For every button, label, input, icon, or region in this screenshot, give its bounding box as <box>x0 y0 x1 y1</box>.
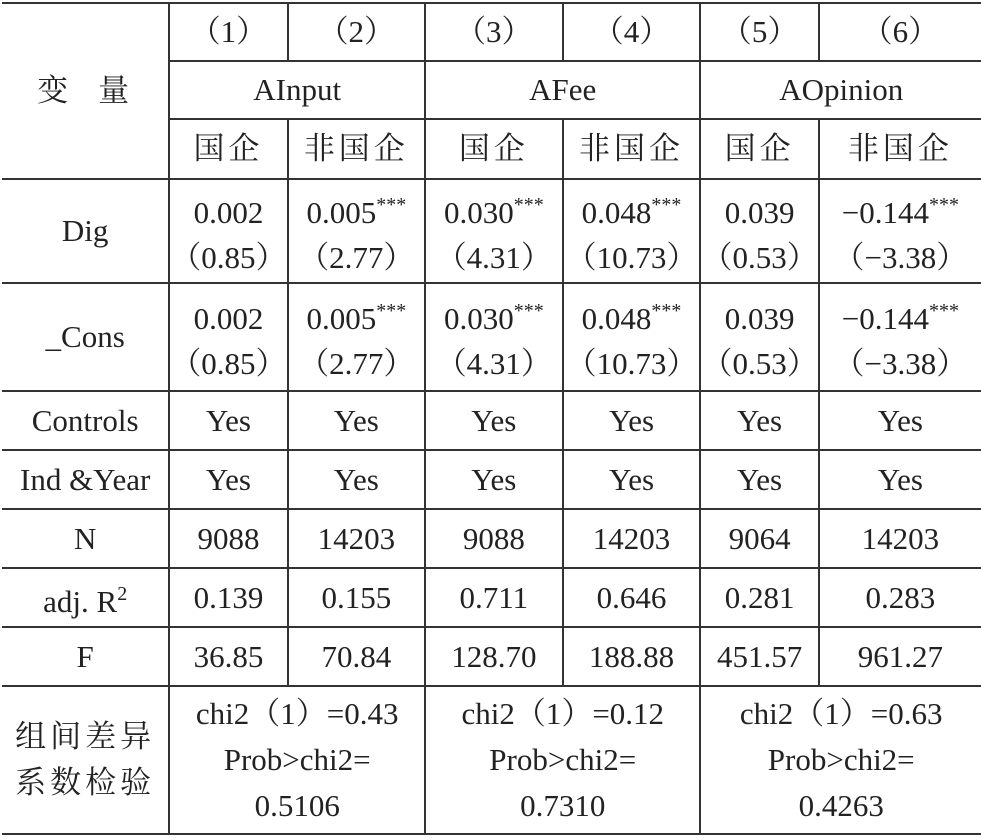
chi2-stat-aopinion: chi2（1）=0.63 <box>739 696 943 731</box>
difference-test-label-line-1: 组间差异 <box>15 719 156 755</box>
row-cons <box>2 283 981 391</box>
dig-cell-4 <box>563 179 701 283</box>
cons-t-6: （−3.38） <box>833 345 968 381</box>
col-number-5: （5） <box>700 3 818 61</box>
col-number-3: （3） <box>425 3 563 61</box>
controls-value-4: Yes <box>563 391 701 450</box>
row-label-n: N <box>2 509 169 568</box>
difference-test-afee <box>425 686 700 834</box>
adj-r2-label-superscript: 2 <box>117 582 128 605</box>
dig-cell-6 <box>819 179 981 283</box>
dig-coef-3: 0.030 <box>443 194 514 230</box>
dig-t-4: （10.73） <box>565 239 698 275</box>
cons-coef-4: 0.048 <box>581 300 652 336</box>
cons-stars-3: *** <box>513 299 544 322</box>
dig-coef-6: −0.144 <box>841 194 929 230</box>
cons-t-5: （0.53） <box>701 345 818 381</box>
col-number-2: （2） <box>288 3 426 61</box>
row-difference-test <box>2 686 981 834</box>
ownership-header-1: 国企 <box>169 119 287 179</box>
difference-test-label-line-2: 系数检验 <box>15 765 156 801</box>
ind-year-value-2: Yes <box>288 450 426 509</box>
ind-year-value-3: Yes <box>425 450 563 509</box>
n-value-1: 9088 <box>169 509 287 568</box>
dig-cell-3 <box>425 179 563 283</box>
controls-value-6: Yes <box>819 391 981 450</box>
group-header-ainput: AInput <box>169 61 425 119</box>
chi2-stat-afee: chi2（1）=0.12 <box>461 696 665 731</box>
row-label-f: F <box>2 627 169 686</box>
f-value-2: 70.84 <box>288 627 426 686</box>
cons-stars-6: *** <box>928 299 959 322</box>
n-value-4: 14203 <box>563 509 701 568</box>
adj-r2-value-6: 0.283 <box>819 568 981 627</box>
dig-cell-2 <box>288 179 426 283</box>
controls-value-2: Yes <box>288 391 426 450</box>
col-number-1: （1） <box>169 3 287 61</box>
row-f <box>2 627 981 686</box>
ownership-header-2: 非国企 <box>288 119 426 179</box>
col-number-6: （6） <box>819 3 981 61</box>
cons-cell-6 <box>819 283 981 391</box>
adj-r2-value-5: 0.281 <box>700 568 818 627</box>
prob-label-aopinion: Prob>chi2= <box>767 742 915 777</box>
ownership-header-3: 国企 <box>425 119 563 179</box>
prob-value-ainput: 0.5106 <box>254 788 340 823</box>
dig-t-3: （4.31） <box>435 239 552 275</box>
row-label-cons: _Cons <box>2 283 169 391</box>
dig-t-6: （−3.38） <box>833 239 968 275</box>
dig-stars-2: *** <box>376 193 407 216</box>
variable-header-char-2: 量 <box>98 73 134 109</box>
f-value-5: 451.57 <box>700 627 818 686</box>
cons-coef-1: 0.002 <box>193 300 264 336</box>
group-header-aopinion: AOpinion <box>700 61 981 119</box>
difference-test-ainput <box>169 686 425 834</box>
variable-header-char-1: 变 <box>37 73 73 109</box>
dig-stars-4: *** <box>651 193 682 216</box>
cons-cell-2 <box>288 283 426 391</box>
adj-r2-value-4: 0.646 <box>563 568 701 627</box>
f-value-1: 36.85 <box>169 627 287 686</box>
f-value-6: 961.27 <box>819 627 981 686</box>
variable-header <box>2 3 169 179</box>
row-label-dig: Dig <box>2 179 169 283</box>
regression-table <box>2 2 981 835</box>
n-value-6: 14203 <box>819 509 981 568</box>
n-value-5: 9064 <box>700 509 818 568</box>
cons-cell-5 <box>700 283 818 391</box>
dig-t-2: （2.77） <box>298 239 415 275</box>
adj-r2-label-text: adj. R <box>43 583 118 619</box>
prob-label-afee: Prob>chi2= <box>489 742 637 777</box>
row-adj-r2 <box>2 568 981 627</box>
controls-value-3: Yes <box>425 391 563 450</box>
header-row-numbers <box>2 3 981 61</box>
adj-r2-value-1: 0.139 <box>169 568 287 627</box>
dig-t-5: （0.53） <box>701 239 818 275</box>
f-value-3: 128.70 <box>425 627 563 686</box>
row-label-controls: Controls <box>2 391 169 450</box>
cons-t-3: （4.31） <box>435 345 552 381</box>
difference-test-aopinion <box>700 686 981 834</box>
ownership-header-4: 非国企 <box>563 119 701 179</box>
cons-cell-3 <box>425 283 563 391</box>
ind-year-value-5: Yes <box>700 450 818 509</box>
dig-cell-5 <box>700 179 818 283</box>
cons-t-2: （2.77） <box>298 345 415 381</box>
ind-year-value-4: Yes <box>563 450 701 509</box>
prob-value-afee: 0.7310 <box>520 788 606 823</box>
cons-cell-4 <box>563 283 701 391</box>
col-number-4: （4） <box>563 3 701 61</box>
ownership-header-5: 国企 <box>700 119 818 179</box>
cons-stars-2: *** <box>376 299 407 322</box>
dig-t-1: （0.85） <box>170 239 287 275</box>
row-dig <box>2 179 981 283</box>
ind-year-value-1: Yes <box>169 450 287 509</box>
dig-coef-4: 0.048 <box>581 194 652 230</box>
row-n <box>2 509 981 568</box>
dig-stars-3: *** <box>513 193 544 216</box>
prob-value-aopinion: 0.4263 <box>798 788 884 823</box>
ind-year-value-6: Yes <box>819 450 981 509</box>
cons-cell-1 <box>169 283 287 391</box>
controls-value-1: Yes <box>169 391 287 450</box>
n-value-3: 9088 <box>425 509 563 568</box>
cons-t-1: （0.85） <box>170 345 287 381</box>
row-controls <box>2 391 981 450</box>
n-value-2: 14203 <box>288 509 426 568</box>
controls-value-5: Yes <box>700 391 818 450</box>
dig-stars-6: *** <box>928 193 959 216</box>
cons-coef-6: −0.144 <box>841 300 929 336</box>
row-label-adj-r2 <box>2 568 169 627</box>
chi2-stat-ainput: chi2（1）=0.43 <box>195 696 399 731</box>
cons-stars-4: *** <box>651 299 682 322</box>
row-label-difference-test <box>2 686 169 834</box>
dig-coef-1: 0.002 <box>193 194 264 230</box>
cons-coef-5: 0.039 <box>724 300 795 336</box>
f-value-4: 188.88 <box>563 627 701 686</box>
cons-coef-2: 0.005 <box>306 300 377 336</box>
adj-r2-value-2: 0.155 <box>288 568 426 627</box>
cons-coef-3: 0.030 <box>443 300 514 336</box>
ownership-header-6: 非国企 <box>819 119 981 179</box>
dig-cell-1 <box>169 179 287 283</box>
group-header-afee: AFee <box>425 61 700 119</box>
dig-coef-5: 0.039 <box>724 194 795 230</box>
prob-label-ainput: Prob>chi2= <box>223 742 371 777</box>
row-label-ind-year: Ind &Year <box>2 450 169 509</box>
row-ind-year <box>2 450 981 509</box>
cons-t-4: （10.73） <box>565 345 698 381</box>
dig-coef-2: 0.005 <box>306 194 377 230</box>
adj-r2-value-3: 0.711 <box>425 568 563 627</box>
